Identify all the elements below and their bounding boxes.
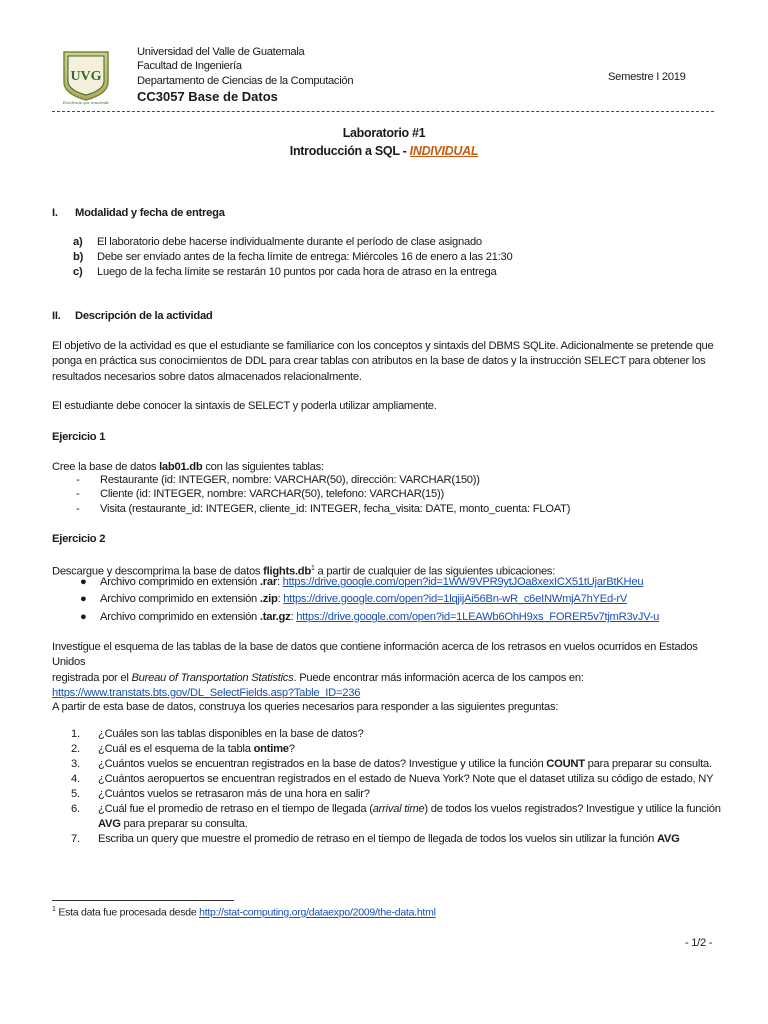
question-number: 3.: [71, 758, 80, 770]
download-item: [80, 593, 628, 605]
list-marker: a): [73, 236, 83, 248]
schema-investigation: [52, 640, 716, 701]
logo-text: UVG: [70, 69, 102, 84]
question-number: 7.: [71, 833, 80, 845]
table-definition: [76, 503, 571, 515]
list-text: Luego de la fecha límite se restarán 10 puntos por cada hora de atraso en la entrega: [97, 266, 497, 278]
header-block: [137, 45, 353, 105]
activity-description: [52, 339, 716, 385]
question-continuation: [98, 818, 248, 830]
function-name: AVG: [98, 818, 121, 830]
table-text: Visita (restaurante_id: INTEGER, cliente_id: INTEGER, fecha_visita: DATE, monto_cuenta: FLOAT): [100, 503, 571, 515]
question-text: para preparar su consulta.: [584, 758, 712, 770]
header-divider: [52, 111, 714, 112]
dash-marker: -: [76, 474, 80, 486]
question-number: 4.: [71, 773, 80, 785]
db-name: flights.db: [263, 565, 311, 578]
footnote-marker: 1: [52, 906, 56, 913]
section-2-heading: [52, 310, 213, 322]
paragraph-line: resultados necesarios sobre datos almacenados relacionalmente.: [52, 370, 362, 383]
extension: .zip: [259, 593, 278, 605]
extension: .rar: [259, 576, 277, 588]
db-name: lab01.db: [159, 461, 203, 473]
faculty-name: Facultad de Ingeniería: [137, 60, 242, 73]
bts-fields-link[interactable]: https://www.transtats.bts.gov/DL_SelectFields.asp?Table_ID=236: [52, 686, 361, 699]
table-definition: [76, 474, 480, 486]
question-text: ¿Cuántos vuelos se retrasaron más de una hora en salir?: [98, 788, 370, 800]
department-name: Departamento de Ciencias de la Computación: [137, 74, 354, 87]
university-name: Universidad del Valle de Guatemala: [137, 46, 305, 58]
question-item: [71, 788, 370, 800]
bullet: ●: [80, 576, 87, 588]
separator: :: [277, 593, 284, 605]
exercise-1-heading: Ejercicio 1: [52, 431, 106, 443]
question-item: [71, 773, 714, 785]
dash-marker: -: [76, 488, 80, 500]
rar-download-link[interactable]: https://drive.google.com/open?id=1WW9VPR9ytJOa8xexICX51tUjarBtKHeu: [282, 576, 644, 588]
question-text: ) de todos los vuelos registrados? Investigue y utilice la función: [424, 803, 721, 815]
footnote: [52, 906, 436, 919]
select-requirement: El estudiante debe conocer la sintaxis de SELECT y poderla utilizar ampliamente.: [52, 400, 437, 412]
question-number: 1.: [71, 728, 80, 740]
list-item: [73, 266, 497, 278]
targz-download-link[interactable]: https://drive.google.com/open?id=1LEAWb6OhH9xs_FORER5v7tjmR3vJV-u: [296, 611, 660, 623]
question-text: ¿Cuáles son las tablas disponibles en la base de datos?: [98, 728, 364, 740]
table-text: Cliente (id: INTEGER, nombre: VARCHAR(50), telefono: VARCHAR(15)): [100, 488, 444, 500]
intro-text: Descargue y descomprima la base de datos: [52, 565, 264, 578]
table-name: ontime: [253, 743, 289, 755]
list-marker: b): [73, 251, 84, 263]
page-number: - 1/2 -: [685, 937, 713, 949]
download-item: [80, 576, 644, 588]
footnote-divider: [52, 900, 234, 901]
text-span: . Puede encontrar más información acerca de los campos en:: [293, 671, 584, 684]
section-2-title: Descripción de la actividad: [75, 310, 213, 322]
list-item: [73, 251, 513, 263]
function-name: COUNT: [546, 758, 585, 770]
question-text: ¿Cuál fue el promedio de retraso en el tiempo de llegada (: [98, 803, 373, 815]
bullet: ●: [80, 593, 87, 605]
section-1-title: Modalidad y fecha de entrega: [75, 207, 225, 219]
logo-motto: Excelencia que trasciende: [62, 100, 110, 105]
semester-label: Semestre I 2019: [608, 71, 686, 83]
paragraph-line: [52, 671, 716, 686]
question-item: [71, 728, 364, 740]
question-text: ?: [288, 743, 295, 755]
question-item: [71, 833, 680, 845]
paragraph-line: ponga en práctica sus conocimientos de DDL para crear tablas con atributos en la base de datos y la instrucción SELECT para obtener los: [52, 355, 706, 368]
download-label: Archivo comprimido en extensión: [100, 576, 260, 588]
list-marker: c): [73, 266, 83, 278]
intro-text: a partir de cualquier de las siguientes ubicaciones:: [314, 565, 556, 578]
bts-name: Bureau of Transportation Statistics: [131, 671, 294, 684]
paragraph-line: El objetivo de la actividad es que el estudiante se familiarice con los conceptos y sintaxis del DBMS SQLite. Adicionalmente se pretende que: [52, 340, 714, 352]
download-item: [80, 611, 660, 623]
dash-marker: -: [76, 503, 80, 515]
question-item: [71, 803, 721, 815]
question-number: 6.: [71, 803, 80, 815]
question-text: ¿Cuántos aeropuertos se encuentran registrados en el estado de Nueva York? Note que el dataset utiliza su código de estado, NY: [98, 773, 714, 785]
question-number: 5.: [71, 788, 80, 800]
question-number: 2.: [71, 743, 80, 755]
text-span: registrada por el: [52, 671, 132, 684]
intro-text: con las siguientes tablas:: [202, 461, 324, 473]
emphasis: arrival time: [372, 803, 425, 815]
list-text: Debe ser enviado antes de la fecha límite de entrega: Miércoles 16 de enero a las 21:30: [97, 251, 513, 263]
question-text: para preparar su consulta.: [120, 818, 248, 830]
questions-intro: A partir de esta base de datos, construya los queries necesarios para responder a las siguientes preguntas:: [52, 701, 559, 713]
university-logo: [60, 48, 112, 106]
section-1-heading: [52, 207, 225, 219]
question-item: [71, 743, 295, 755]
list-text: El laboratorio debe hacerse individualmente durante el período de clase asignado: [97, 236, 482, 248]
question-item: [71, 758, 712, 770]
list-item: [73, 236, 482, 248]
table-definition: [76, 488, 444, 500]
subtitle-individual: INDIVIDUAL: [409, 144, 479, 158]
question-text: ¿Cuál es el esquema de la tabla: [98, 743, 254, 755]
bullet: ●: [80, 611, 87, 623]
extension: .tar.gz: [259, 611, 291, 623]
function-name: AVG: [656, 833, 680, 845]
separator: :: [276, 576, 283, 588]
exercise-1-intro: [52, 460, 716, 475]
subtitle-prefix: Introducción a SQL -: [289, 144, 410, 158]
separator: :: [290, 611, 297, 623]
table-text: Restaurante (id: INTEGER, nombre: VARCHAR(50), dirección: VARCHAR(150)): [100, 474, 480, 486]
dataexpo-link[interactable]: http://stat-computing.org/dataexpo/2009/the-data.html: [199, 906, 436, 919]
exercise-2-heading: Ejercicio 2: [52, 533, 106, 545]
question-text: ¿Cuántos vuelos se encuentran registrados en la base de datos? Investigue y utilice la función: [98, 758, 547, 770]
lab-title: Laboratorio #1: [342, 126, 426, 140]
course-name: CC3057 Base de Datos: [137, 88, 278, 104]
zip-download-link[interactable]: https://drive.google.com/open?id=1lqjijAi56Bn-wR_c6eINWmjA7hYEd-rV: [283, 593, 628, 605]
footnote-ref: 1: [310, 565, 315, 572]
paragraph-line: Investigue el esquema de las tablas de la base de datos que contiene información acerca de los retrasos en vuelos ocurridos en Estados Unidos: [52, 641, 698, 669]
footnote-text: Esta data fue procesada desde: [55, 906, 200, 919]
question-text: Escriba un query que muestre el promedio de retraso en el tiempo de llegada de todos los vuelos sin utilizar la función: [98, 833, 657, 845]
lab-subtitle: [0, 144, 768, 158]
section-2-number: II.: [52, 310, 61, 322]
intro-text: Cree la base de datos: [52, 461, 160, 473]
section-1-number: I.: [52, 207, 58, 219]
download-label: Archivo comprimido en extensión: [100, 593, 260, 605]
download-label: Archivo comprimido en extensión: [100, 611, 260, 623]
